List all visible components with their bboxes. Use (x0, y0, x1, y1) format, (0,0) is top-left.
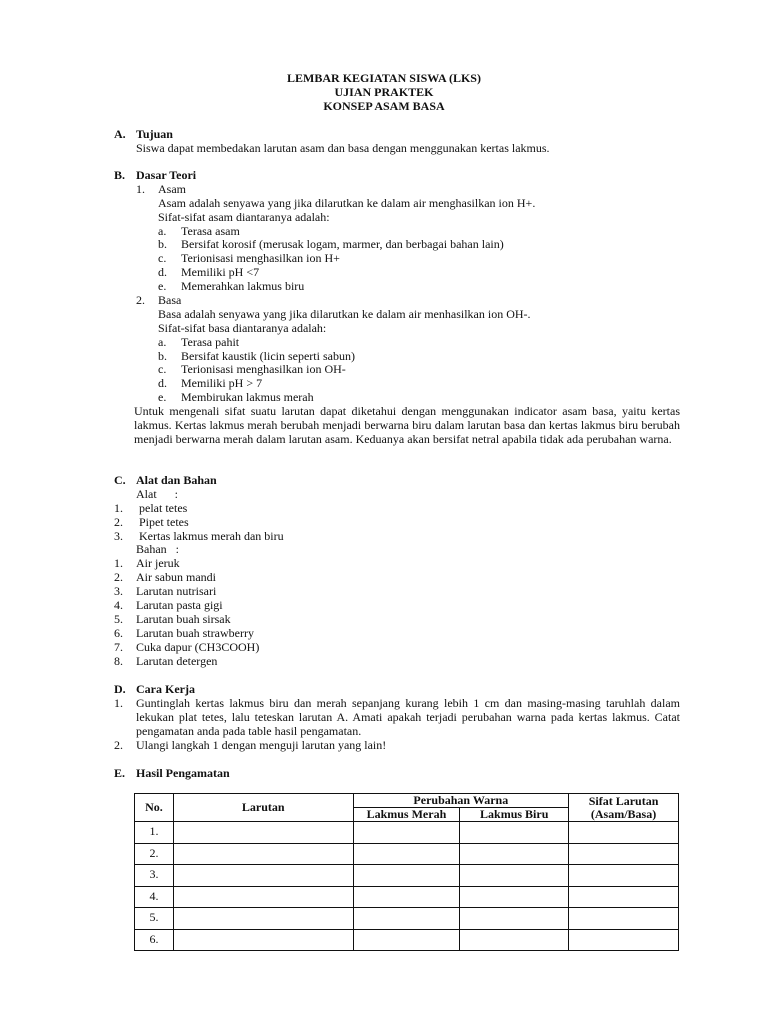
table-row (135, 865, 679, 887)
asam-intro: Sifat-sifat asam diantaranya adalah: (158, 209, 330, 224)
asam-item: Bersifat korosif (merusak logam, marmer, dan berbagai bahan lain) (181, 237, 504, 252)
cell-lakmus-merah (353, 908, 460, 930)
alat-number: 2. (114, 514, 123, 529)
basa-label: Basa (158, 293, 182, 308)
bahan-number: 8. (114, 653, 123, 668)
asam-item-letter: e. (158, 279, 167, 294)
section-e-letter: E. (114, 766, 126, 780)
asam-item-letter: d. (158, 265, 167, 280)
cell-lakmus-merah (353, 822, 460, 844)
section-d-heading: Cara Kerja (136, 682, 195, 696)
bahan-item: Air sabun mandi (136, 570, 216, 585)
asam-item-letter: b. (158, 237, 167, 252)
row-number: 6. (135, 929, 174, 951)
cell-larutan (173, 886, 353, 908)
cell-lakmus-biru (460, 822, 569, 844)
section-cara-kerja (114, 683, 680, 753)
asam-number: 1. (136, 181, 145, 196)
table-row (135, 886, 679, 908)
cell-sifat (569, 843, 679, 865)
cell-sifat (569, 865, 679, 887)
cell-sifat (569, 929, 679, 951)
bahan-item: Cuka dapur (CH3COOH) (136, 639, 260, 654)
alat-number: 3. (114, 528, 123, 543)
header-perubahan-warna: Perubahan Warna (353, 794, 569, 808)
bahan-number: 1. (114, 556, 123, 571)
title-line-3: KONSEP ASAM BASA (323, 99, 445, 113)
alat-item: Kertas lakmus merah dan biru (136, 528, 284, 543)
header-sifat-line-1: Sifat Larutan (588, 793, 659, 808)
row-number: 4. (135, 886, 174, 908)
asam-item-letter: a. (158, 223, 167, 238)
cell-lakmus-merah (353, 843, 460, 865)
bahan-item: Larutan detergen (136, 653, 218, 668)
bahan-item: Air jeruk (136, 556, 180, 571)
bahan-number: 3. (114, 584, 123, 599)
cell-lakmus-merah (353, 865, 460, 887)
bahan-label: Bahan : (136, 542, 179, 557)
header-sifat-line-2: (Asam/Basa) (590, 806, 657, 821)
bahan-number: 4. (114, 598, 123, 613)
basa-item-letter: b. (158, 348, 167, 363)
row-number: 2. (135, 843, 174, 865)
indicator-paragraph: Untuk mengenali sifat suatu larutan dapat diketahui dengan menggunakan indicator asam basa, yaitu kertas lakmus. Kertas lakmus merah berubah menjadi berwarna biru dalam larutan basa dan kertas lakmus biru berubah menjadi berwarna merah dalam larutan asam. Keduanya akan bersifat netral apabila tidak ada perubahan warna. (134, 404, 680, 446)
bahan-item: Larutan pasta gigi (136, 598, 223, 613)
basa-item: Membirukan lakmus merah (181, 390, 314, 405)
basa-definition: Basa adalah senyawa yang jika dilarutkan ke dalam air menhasilkan ion OH-. (158, 306, 531, 321)
basa-intro: Sifat-sifat basa diantaranya adalah: (158, 320, 327, 335)
alat-item: Pipet tetes (136, 514, 189, 529)
row-number: 3. (135, 865, 174, 887)
cell-lakmus-biru (460, 908, 569, 930)
alat-number: 1. (114, 500, 123, 515)
section-tujuan (114, 128, 680, 156)
table-row (135, 929, 679, 951)
section-c-letter: C. (114, 473, 126, 487)
section-hasil-pengamatan (114, 767, 680, 781)
asam-item: Terionisasi menghasilkan ion H+ (181, 251, 340, 266)
bahan-number: 6. (114, 625, 123, 640)
cell-sifat (569, 908, 679, 930)
section-dasar-teori (114, 169, 680, 447)
row-number: 5. (135, 908, 174, 930)
basa-item-letter: a. (158, 334, 167, 349)
step-number: 1. (114, 695, 123, 710)
bahan-number: 2. (114, 570, 123, 585)
cell-lakmus-biru (460, 865, 569, 887)
bahan-number: 7. (114, 639, 123, 654)
basa-item: Terasa pahit (181, 334, 240, 349)
cell-lakmus-biru (460, 929, 569, 951)
step-text: Ulangi langkah 1 dengan menguji larutan yang lain! (136, 737, 387, 752)
section-b-heading: Dasar Teori (136, 168, 197, 182)
section-a-heading: Tujuan (136, 127, 173, 141)
bahan-number: 5. (114, 611, 123, 626)
cell-lakmus-merah (353, 886, 460, 908)
asam-item: Memiliki pH <7 (181, 265, 260, 280)
cell-lakmus-biru (460, 886, 569, 908)
row-number: 1. (135, 822, 174, 844)
cell-sifat (569, 886, 679, 908)
header-lakmus-merah: Lakmus Merah (353, 808, 460, 822)
table-row (135, 908, 679, 930)
basa-item: Bersifat kaustik (licin seperti sabun) (181, 348, 355, 363)
section-d-letter: D. (114, 682, 126, 696)
basa-item: Memiliki pH > 7 (181, 376, 263, 391)
basa-item: Terionisasi menghasilkan ion OH- (181, 362, 346, 377)
header-no: No. (135, 794, 174, 822)
asam-label: Asam (158, 181, 186, 196)
section-e-heading: Hasil Pengamatan (136, 766, 230, 780)
cell-larutan (173, 865, 353, 887)
basa-number: 2. (136, 293, 145, 308)
bahan-item: Larutan nutrisari (136, 584, 217, 599)
cell-larutan (173, 822, 353, 844)
asam-item: Terasa asam (181, 223, 240, 238)
header-lakmus-biru: Lakmus Biru (460, 808, 569, 822)
title-line-1: LEMBAR KEGIATAN SISWA (LKS) (287, 71, 481, 85)
alat-label: Alat : (136, 486, 178, 501)
basa-item-letter: c. (158, 362, 167, 377)
table-row (135, 843, 679, 865)
bahan-item: Larutan buah sirsak (136, 611, 231, 626)
step-number: 2. (114, 737, 123, 752)
section-b-letter: B. (114, 168, 126, 182)
asam-definition: Asam adalah senyawa yang jika dilarutkan ke dalam air menghasilkan ion H+. (158, 195, 536, 210)
header-sifat-larutan (569, 794, 679, 822)
cell-larutan (173, 929, 353, 951)
header-larutan: Larutan (173, 794, 353, 822)
document-title (0, 72, 768, 114)
asam-item: Memerahkan lakmus biru (181, 279, 305, 294)
title-line-2: UJIAN PRAKTEK (334, 85, 434, 99)
cell-lakmus-biru (460, 843, 569, 865)
section-alat-bahan (114, 474, 680, 668)
asam-item-letter: c. (158, 251, 167, 266)
cell-sifat (569, 822, 679, 844)
section-a-text: Siswa dapat membedakan larutan asam dan basa dengan menggunakan kertas lakmus. (136, 140, 550, 155)
step-text: Guntinglah kertas lakmus biru dan merah sepanjang kurang lebih 1 cm dan masing-masing taruhlah dalam lekukan plat tetes, lalu teteskan larutan A. Amati apakah terjadi perubahan warna pada kertas lakmus. Catat pengamatan anda pada table hasil pengamatan. (136, 695, 680, 738)
cell-lakmus-merah (353, 929, 460, 951)
cell-larutan (173, 843, 353, 865)
bahan-item: Larutan buah strawberry (136, 625, 254, 640)
section-a-letter: A. (114, 127, 126, 141)
table-row (135, 822, 679, 844)
observation-table (134, 793, 679, 951)
cell-larutan (173, 908, 353, 930)
basa-item-letter: d. (158, 376, 167, 391)
alat-item: pelat tetes (136, 500, 188, 515)
section-c-heading: Alat dan Bahan (136, 473, 217, 487)
basa-item-letter: e. (158, 390, 167, 405)
